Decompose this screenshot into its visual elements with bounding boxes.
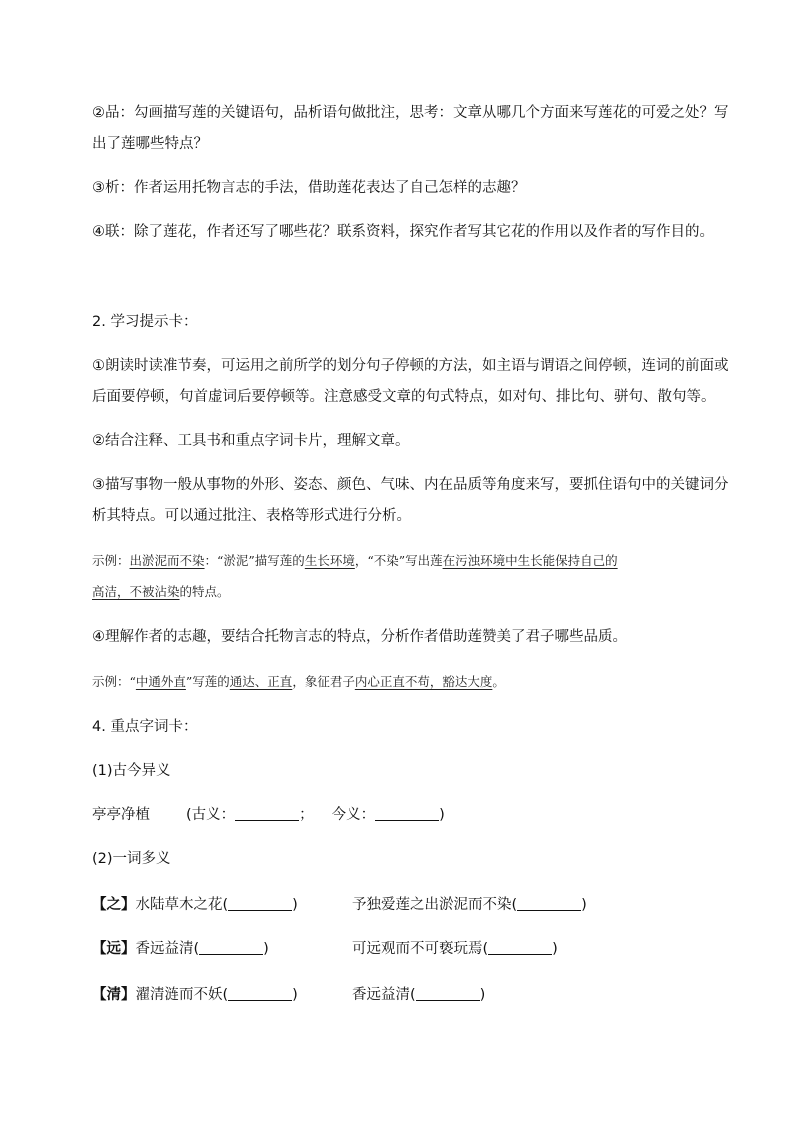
example-1-underline-1: 出淤泥而不染 [129,553,205,568]
question-3: ③析：作者运用托物言志的手法，借助莲花表达了自己怎样的志趣？ [92,180,526,196]
tip-3-line-2: 析其特点。可以通过批注、表格等形式进行分析。 [92,508,411,524]
polysemy-row-yuan-a: 【远】香远益清( ) [92,941,269,957]
answer-blank[interactable] [488,940,552,955]
example-1-line-2: 高洁，不被沾染的特点。 [92,584,230,599]
sub-heading-1: (1)古今异义 [92,763,171,779]
polysemy-row-qing-a: 【清】濯清涟而不妖( ) [92,987,298,1003]
tip-1-line-1: ①朗读时读准节奏，可运用之前所学的划分句子停顿的方法，如主语与谓语之间停顿，连词的前面或 [92,358,729,374]
section-2-heading: 2. 学习提示卡： [92,314,198,330]
tip-2: ②结合注释、工具书和重点字词卡片，理解文章。 [92,433,410,449]
question-4: ④联：除了莲花，作者还写了哪些花？联系资料，探究作者写其它花的作用以及作者的写作目的。 [92,224,714,240]
section-4-heading: 4. 重点字词卡： [92,719,198,735]
tip-1-line-2: 后面要停顿，句首虚词后要停顿等。注意感受文章的句式特点，如对句、排比句、骈句、散句等。 [92,389,716,405]
answer-blank[interactable] [228,896,292,911]
example-2-underline-3: 内心正直不苟，豁达大度 [354,674,493,689]
answer-blank[interactable] [416,986,480,1001]
polysemy-row-zhi-a: 【之】水陆草木之花( ) [92,897,298,913]
example-2-underline-1: 中通外直 [135,674,186,689]
sub-heading-2: (2)一词多义 [92,851,171,867]
example-1-underline-4: 高洁，不被沾染 [92,584,180,599]
polysemy-row-qing-b: 香远益清( ) [352,987,486,1003]
answer-blank-ancient[interactable] [235,806,299,821]
example-2: 示例：“中通外直”写莲的通达、正直，象征君子内心正直不苟，豁达大度。 [92,674,505,689]
example-2-underline-2: 通达、正直 [229,674,293,689]
polysemy-row-zhi-b: 予独爱莲之出淤泥而不染( ) [352,897,587,913]
answer-blank[interactable] [199,940,263,955]
example-1-line-1: 示例：出淤泥而不染：“淤泥”描写莲的生长环境，“不染”写出莲在污浊环境中生长能保持自己的 [92,553,618,568]
row-ancient-modern: 亭亭净植 (古义： ； 今义： ) [92,807,445,823]
tip-3-line-1: ③描写事物一般从事物的外形、姿态、颜色、气味、内在品质等角度来写，要抓住语句中的关键词分 [92,477,729,493]
question-2-line-2: 出了莲哪些特点？ [92,136,208,152]
polysemy-row-yuan-b: 可远观而不可亵玩焉( ) [352,941,558,957]
question-2-line-1: ②品：勾画描写莲的关键语句，品析语句做批注，思考：文章从哪几个方面来写莲花的可爱之处？写 [92,105,729,121]
example-1-underline-3: 在污浊环境中生长能保持自己的 [442,553,618,568]
answer-blank-modern[interactable] [375,806,439,821]
tip-4: ④理解作者的志趣，要结合托物言志的特点，分析作者借助莲赞美了君子哪些品质。 [92,629,627,645]
example-1-underline-2: 生长环境 [304,553,355,568]
answer-blank[interactable] [517,896,581,911]
answer-blank[interactable] [228,986,292,1001]
